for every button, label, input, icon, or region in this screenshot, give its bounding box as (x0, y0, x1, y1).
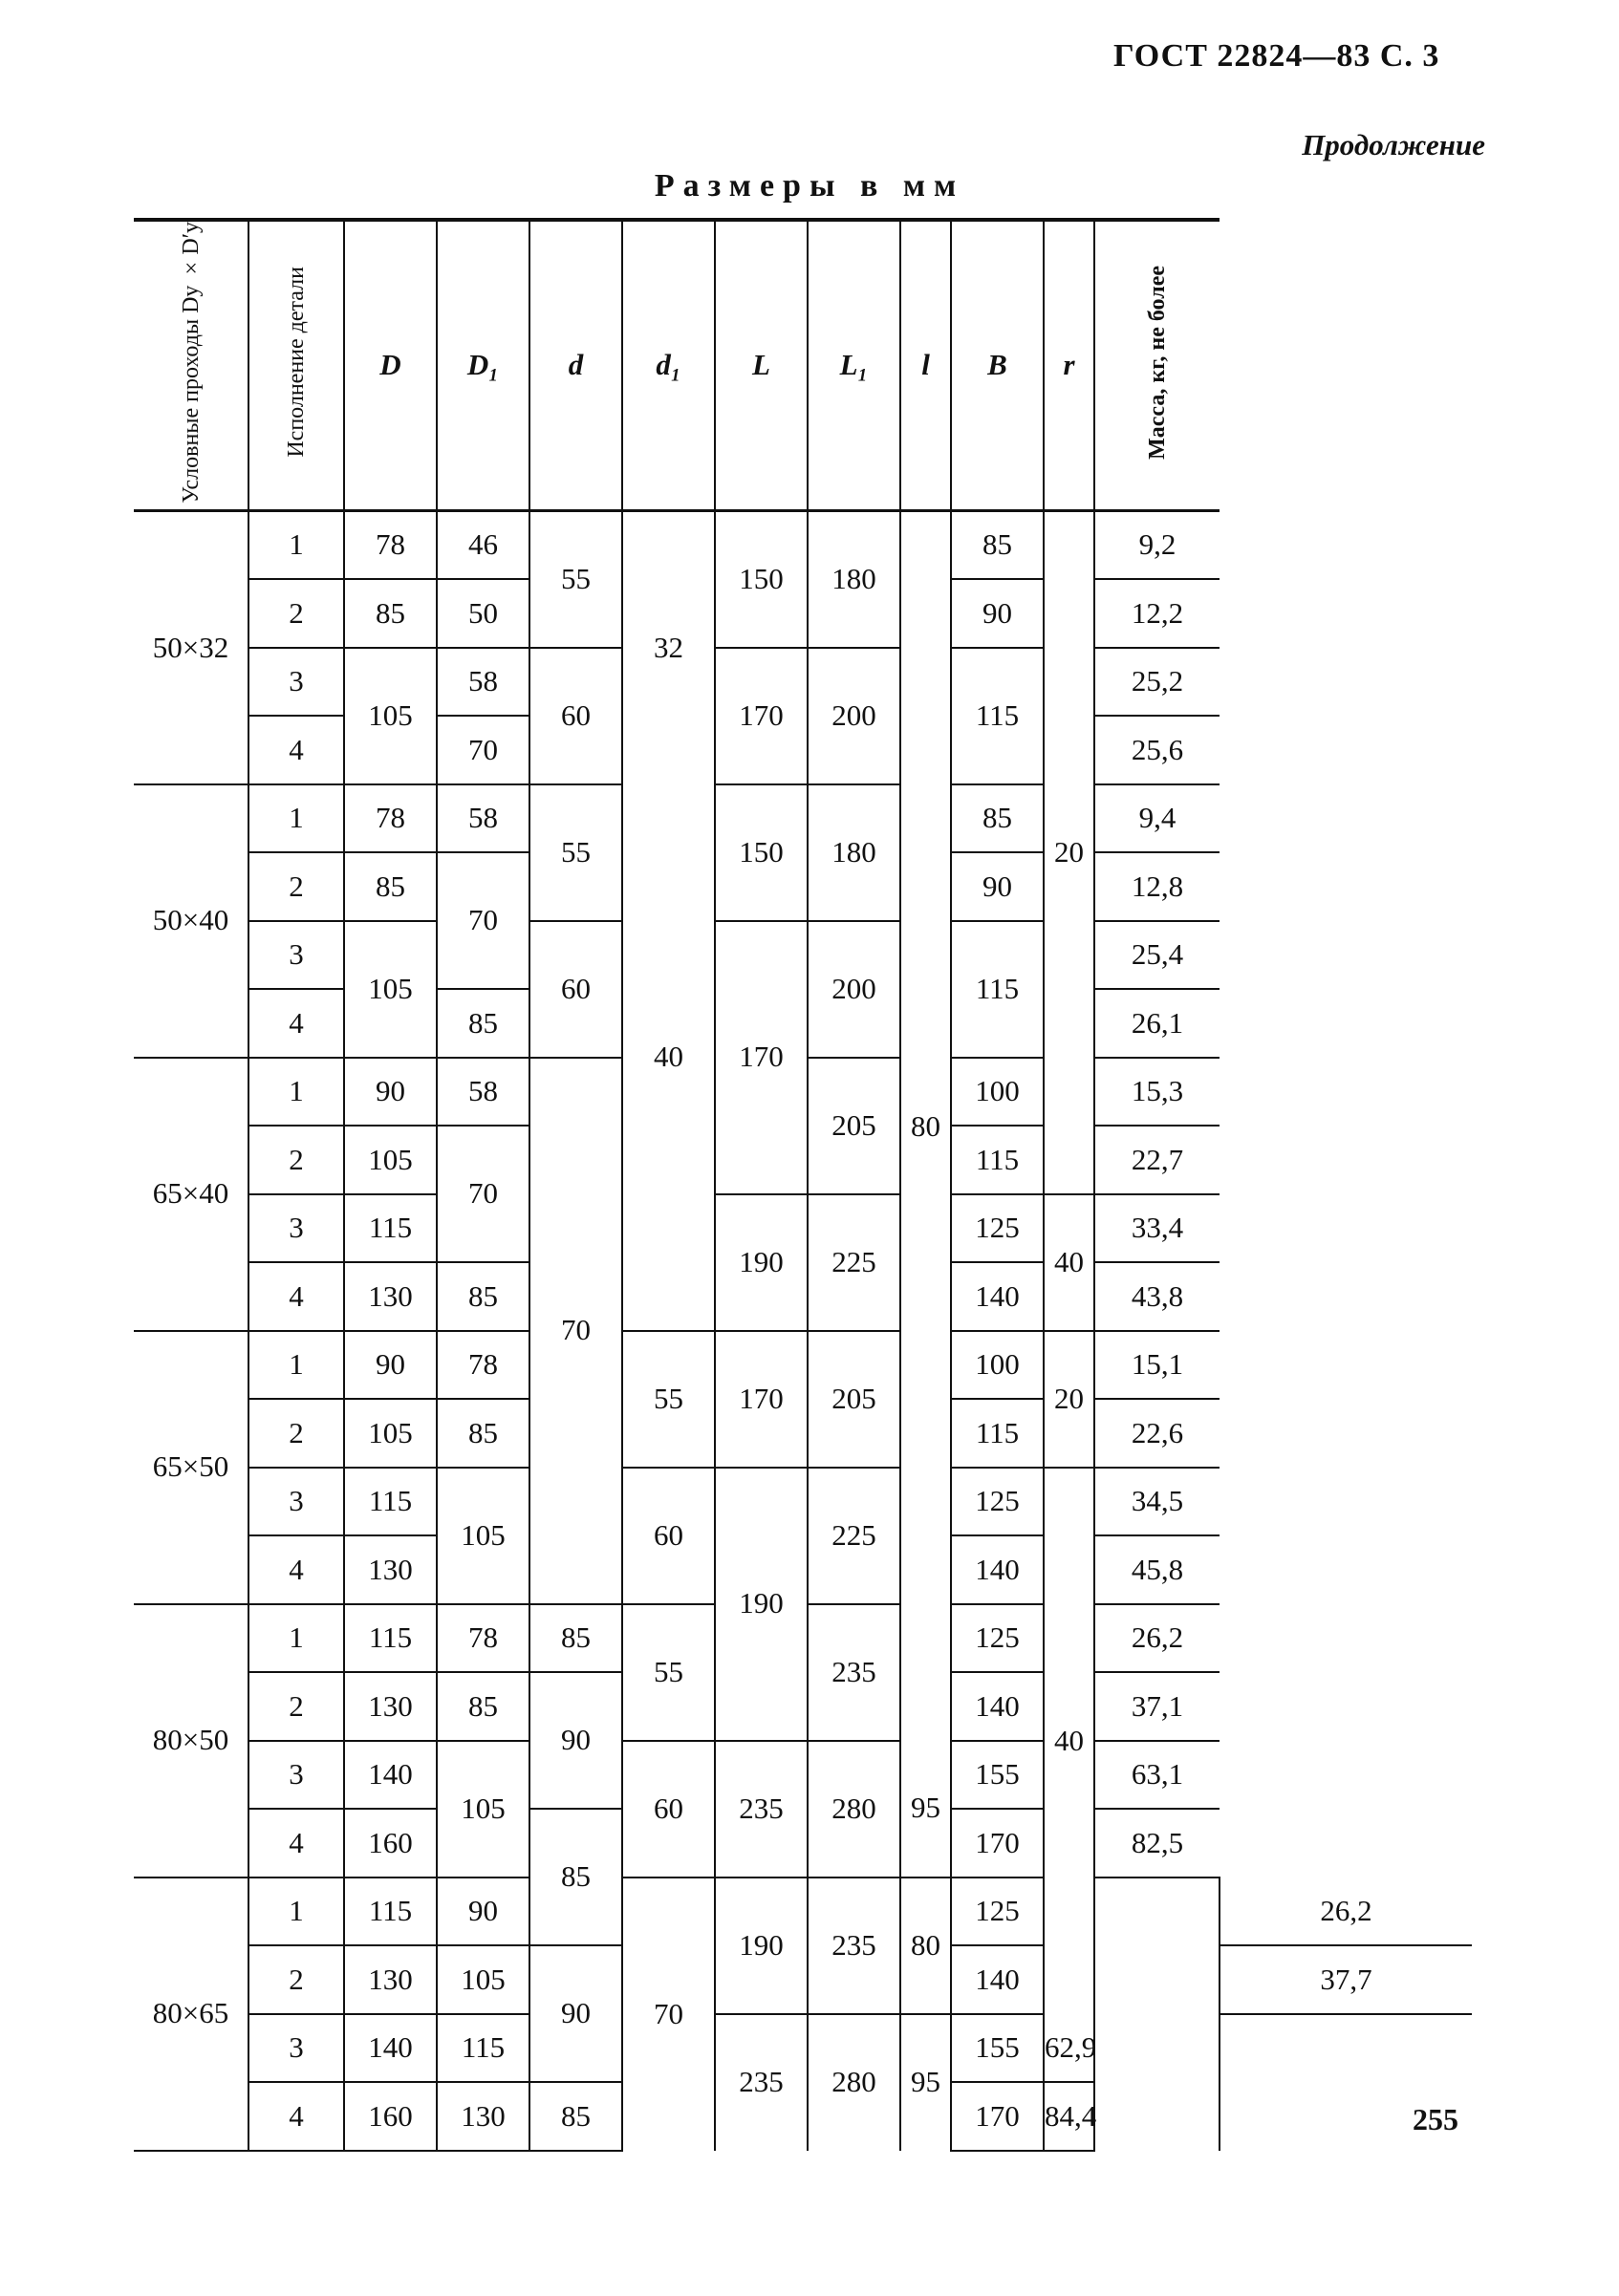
B-cell: 140 (951, 1672, 1044, 1741)
L-cell: 190 (715, 1194, 808, 1331)
L1-cell: 180 (808, 511, 900, 648)
mass-cell: 84,4 (1044, 2082, 1094, 2151)
variant-cell: 1 (248, 1604, 344, 1673)
mass-cell: 33,4 (1094, 1194, 1220, 1263)
col-header-mass: Масса, кг, не более (1094, 220, 1220, 511)
mass-cell: 22,6 (1094, 1399, 1220, 1468)
table-row (134, 511, 1472, 580)
passage-cell: 65×40 (134, 1058, 248, 1331)
B-cell: 155 (951, 2014, 1044, 2083)
B-cell: 115 (951, 1399, 1044, 1468)
B-cell: 100 (951, 1058, 1044, 1127)
variant-cell: 2 (248, 1126, 344, 1194)
d1-cell: 40 (622, 784, 715, 1331)
table-row (134, 784, 1472, 853)
col-header-variant: Исполнение детали (248, 220, 344, 511)
L1-cell: 225 (808, 1194, 900, 1331)
D1-cell: 58 (437, 648, 529, 717)
L1-cell: 200 (808, 921, 900, 1058)
D1-cell: 115 (437, 2014, 529, 2083)
mass-cell: 12,2 (1094, 579, 1220, 648)
variant-cell: 1 (248, 511, 344, 580)
D-cell: 130 (344, 1672, 437, 1741)
D-cell: 85 (344, 852, 437, 921)
D-cell: 115 (344, 1878, 437, 1946)
L1-cell: 235 (808, 1878, 900, 2014)
d1-cell: 55 (622, 1604, 715, 1741)
mass-cell: 82,5 (1094, 1809, 1220, 1878)
D-cell: 130 (344, 1535, 437, 1604)
mass-cell: 37,7 (1220, 1945, 1472, 2014)
d-cell: 70 (529, 1058, 622, 1604)
D1-cell: 85 (437, 1399, 529, 1468)
variant-cell: 2 (248, 579, 344, 648)
variant-cell: 3 (248, 1194, 344, 1263)
L-cell: 235 (715, 1741, 808, 1878)
D1-cell: 85 (437, 1672, 529, 1741)
variant-cell: 2 (248, 1672, 344, 1741)
B-cell: 115 (951, 1126, 1044, 1194)
variant-cell: 1 (248, 784, 344, 853)
l-cell: 95 (900, 1741, 951, 1878)
B-cell: 155 (951, 1741, 1044, 1810)
D-cell: 160 (344, 1809, 437, 1878)
B-cell: 85 (951, 511, 1044, 580)
D-cell: 115 (344, 1194, 437, 1263)
D-cell: 105 (344, 1126, 437, 1194)
variant-cell: 1 (248, 1331, 344, 1400)
mass-cell: 25,6 (1094, 716, 1220, 784)
mass-cell: 22,7 (1094, 1126, 1220, 1194)
B-cell: 90 (951, 579, 1044, 648)
col-header-r: r (1044, 220, 1094, 511)
table-row (134, 1468, 1472, 1536)
d-cell: 60 (529, 648, 622, 784)
table-row (134, 1194, 1472, 1263)
variant-cell: 3 (248, 2014, 344, 2083)
col-header-L1: L₁ (808, 220, 900, 511)
B-cell: 170 (951, 1809, 1044, 1878)
D1-cell: 90 (437, 1878, 529, 1946)
D1-cell: 50 (437, 579, 529, 648)
mass-cell: 62,9 (1044, 2014, 1094, 2083)
mass-cell: 26,2 (1220, 1878, 1472, 1946)
col-header-d: d (529, 220, 622, 511)
B-cell: 100 (951, 1331, 1044, 1400)
mass-cell: 34,5 (1094, 1468, 1220, 1536)
variant-cell: 3 (248, 921, 344, 990)
D1-cell: 46 (437, 511, 529, 580)
col-header-passage: Условные проходы Dу ×D′у (134, 220, 248, 511)
variant-cell: 4 (248, 989, 344, 1058)
D1-cell: 130 (437, 2082, 529, 2151)
B-cell: 125 (951, 1878, 1044, 1946)
B-cell: 140 (951, 1945, 1044, 2014)
L-cell: 150 (715, 784, 808, 921)
B-cell: 125 (951, 1604, 1044, 1673)
D1-cell: 70 (437, 716, 529, 784)
table-row (134, 648, 1472, 717)
D-cell: 130 (344, 1945, 437, 2014)
l-cell: 95 (900, 2014, 951, 2151)
passage-cell: 80×50 (134, 1604, 248, 1878)
variant-cell: 4 (248, 1262, 344, 1331)
table-caption: Размеры в мм (654, 168, 965, 204)
mass-cell: 26,1 (1094, 989, 1220, 1058)
D-cell: 140 (344, 1741, 437, 1810)
D1-cell: 58 (437, 784, 529, 853)
variant-cell: 2 (248, 1945, 344, 2014)
r-cell-empty (1094, 1878, 1220, 2151)
D-cell: 78 (344, 511, 437, 580)
d-cell: 85 (529, 1604, 622, 1673)
L1-cell: 180 (808, 784, 900, 921)
table-row (134, 1878, 1472, 1946)
mass-cell: 25,4 (1094, 921, 1220, 990)
d1-cell: 70 (622, 1878, 715, 2151)
r-cell: 40 (1044, 1468, 1094, 2014)
d-cell: 55 (529, 511, 622, 648)
col-header-B: B (951, 220, 1044, 511)
table-row (134, 921, 1472, 990)
L1-cell: 205 (808, 1058, 900, 1194)
dimensions-table (134, 218, 1472, 2152)
d1-cell: 32 (622, 511, 715, 784)
table-row (134, 2014, 1472, 2083)
passage-cell: 50×32 (134, 511, 248, 784)
B-cell: 90 (951, 852, 1044, 921)
variant-cell: 3 (248, 1741, 344, 1810)
variant-cell: 4 (248, 1809, 344, 1878)
mass-cell: 37,1 (1094, 1672, 1220, 1741)
D-cell: 90 (344, 1331, 437, 1400)
table-header-row (134, 220, 1472, 511)
mass-cell: 9,2 (1094, 511, 1220, 580)
D1-cell: 85 (437, 1262, 529, 1331)
B-cell: 140 (951, 1262, 1044, 1331)
variant-cell: 3 (248, 1468, 344, 1536)
d-cell: 60 (529, 921, 622, 1058)
col-header-D1: D₁ (437, 220, 529, 511)
D-cell: 140 (344, 2014, 437, 2083)
passage-cell: 80×65 (134, 1878, 248, 2151)
r-cell: 20 (1044, 1331, 1094, 1468)
D-cell: 78 (344, 784, 437, 853)
col-header-D: D (344, 220, 437, 511)
L1-cell: 280 (808, 2014, 900, 2151)
D-cell: 160 (344, 2082, 437, 2151)
table-row (134, 1741, 1472, 1810)
mass-cell: 26,2 (1094, 1604, 1220, 1673)
D-cell: 105 (344, 921, 437, 1058)
L-cell: 190 (715, 1878, 808, 2014)
passage-cell: 65×50 (134, 1331, 248, 1604)
D1-cell: 70 (437, 852, 529, 989)
variant-cell: 2 (248, 852, 344, 921)
L-cell: 235 (715, 2014, 808, 2151)
mass-cell: 63,1 (1094, 1741, 1220, 1810)
mass-cell: 12,8 (1094, 852, 1220, 921)
d1-cell: 60 (622, 1741, 715, 1878)
variant-cell: 2 (248, 1399, 344, 1468)
variant-cell: 1 (248, 1058, 344, 1127)
d-cell: 55 (529, 784, 622, 921)
D-cell: 90 (344, 1058, 437, 1127)
D-cell: 105 (344, 648, 437, 784)
D-cell: 85 (344, 579, 437, 648)
D1-cell: 58 (437, 1058, 529, 1127)
variant-cell: 1 (248, 1878, 344, 1946)
d-cell: 90 (529, 1672, 622, 1809)
d-cell: 85 (529, 2082, 622, 2151)
continuation-label: Продолжение (1302, 128, 1485, 161)
col-header-d1: d₁ (622, 220, 715, 511)
B-cell: 125 (951, 1194, 1044, 1263)
D-cell: 115 (344, 1468, 437, 1536)
D-cell: 115 (344, 1604, 437, 1673)
B-cell: 85 (951, 784, 1044, 853)
variant-cell: 4 (248, 2082, 344, 2151)
L1-cell: 280 (808, 1741, 900, 1878)
L-cell: 190 (715, 1468, 808, 1741)
variant-cell: 4 (248, 1535, 344, 1604)
l-cell: 80 (900, 1878, 951, 2014)
D-cell: 130 (344, 1262, 437, 1331)
mass-cell: 15,1 (1094, 1331, 1220, 1400)
L1-cell: 235 (808, 1604, 900, 1741)
col-header-l: l (900, 220, 951, 511)
d1-cell: 60 (622, 1468, 715, 1604)
variant-cell: 4 (248, 716, 344, 784)
B-cell: 170 (951, 2082, 1044, 2151)
D1-cell: 105 (437, 1468, 529, 1604)
mass-cell: 25,2 (1094, 648, 1220, 717)
L1-cell: 205 (808, 1331, 900, 1468)
mass-cell: 9,4 (1094, 784, 1220, 853)
variant-cell: 3 (248, 648, 344, 717)
mass-cell: 45,8 (1094, 1535, 1220, 1604)
D1-cell: 78 (437, 1331, 529, 1400)
d1-cell: 55 (622, 1331, 715, 1468)
L-cell: 170 (715, 1331, 808, 1468)
B-cell: 115 (951, 921, 1044, 1058)
D1-cell: 78 (437, 1604, 529, 1673)
D1-cell: 105 (437, 1741, 529, 1878)
L-cell: 170 (715, 921, 808, 1194)
mass-cell: 15,3 (1094, 1058, 1220, 1127)
l-cell: 80 (900, 511, 951, 1741)
B-cell: 140 (951, 1535, 1044, 1604)
D1-cell: 70 (437, 1126, 529, 1262)
mass-cell: 43,8 (1094, 1262, 1220, 1331)
L1-cell: 200 (808, 648, 900, 784)
passage-cell: 50×40 (134, 784, 248, 1058)
D1-cell: 85 (437, 989, 529, 1058)
r-cell: 20 (1044, 511, 1094, 1194)
table-row (134, 1331, 1472, 1400)
page-number: 255 (1413, 2102, 1458, 2136)
D-cell: 105 (344, 1399, 437, 1468)
L-cell: 150 (715, 511, 808, 648)
B-cell: 125 (951, 1468, 1044, 1536)
col-header-L: L (715, 220, 808, 511)
document-header: ГОСТ 22824—83 С. 3 (1113, 38, 1440, 74)
r-cell: 40 (1044, 1194, 1094, 1331)
L1-cell: 225 (808, 1468, 900, 1604)
d-cell: 90 (529, 1945, 622, 2082)
L-cell: 170 (715, 648, 808, 784)
B-cell: 115 (951, 648, 1044, 784)
d-cell: 85 (529, 1809, 622, 1945)
D1-cell: 105 (437, 1945, 529, 2014)
